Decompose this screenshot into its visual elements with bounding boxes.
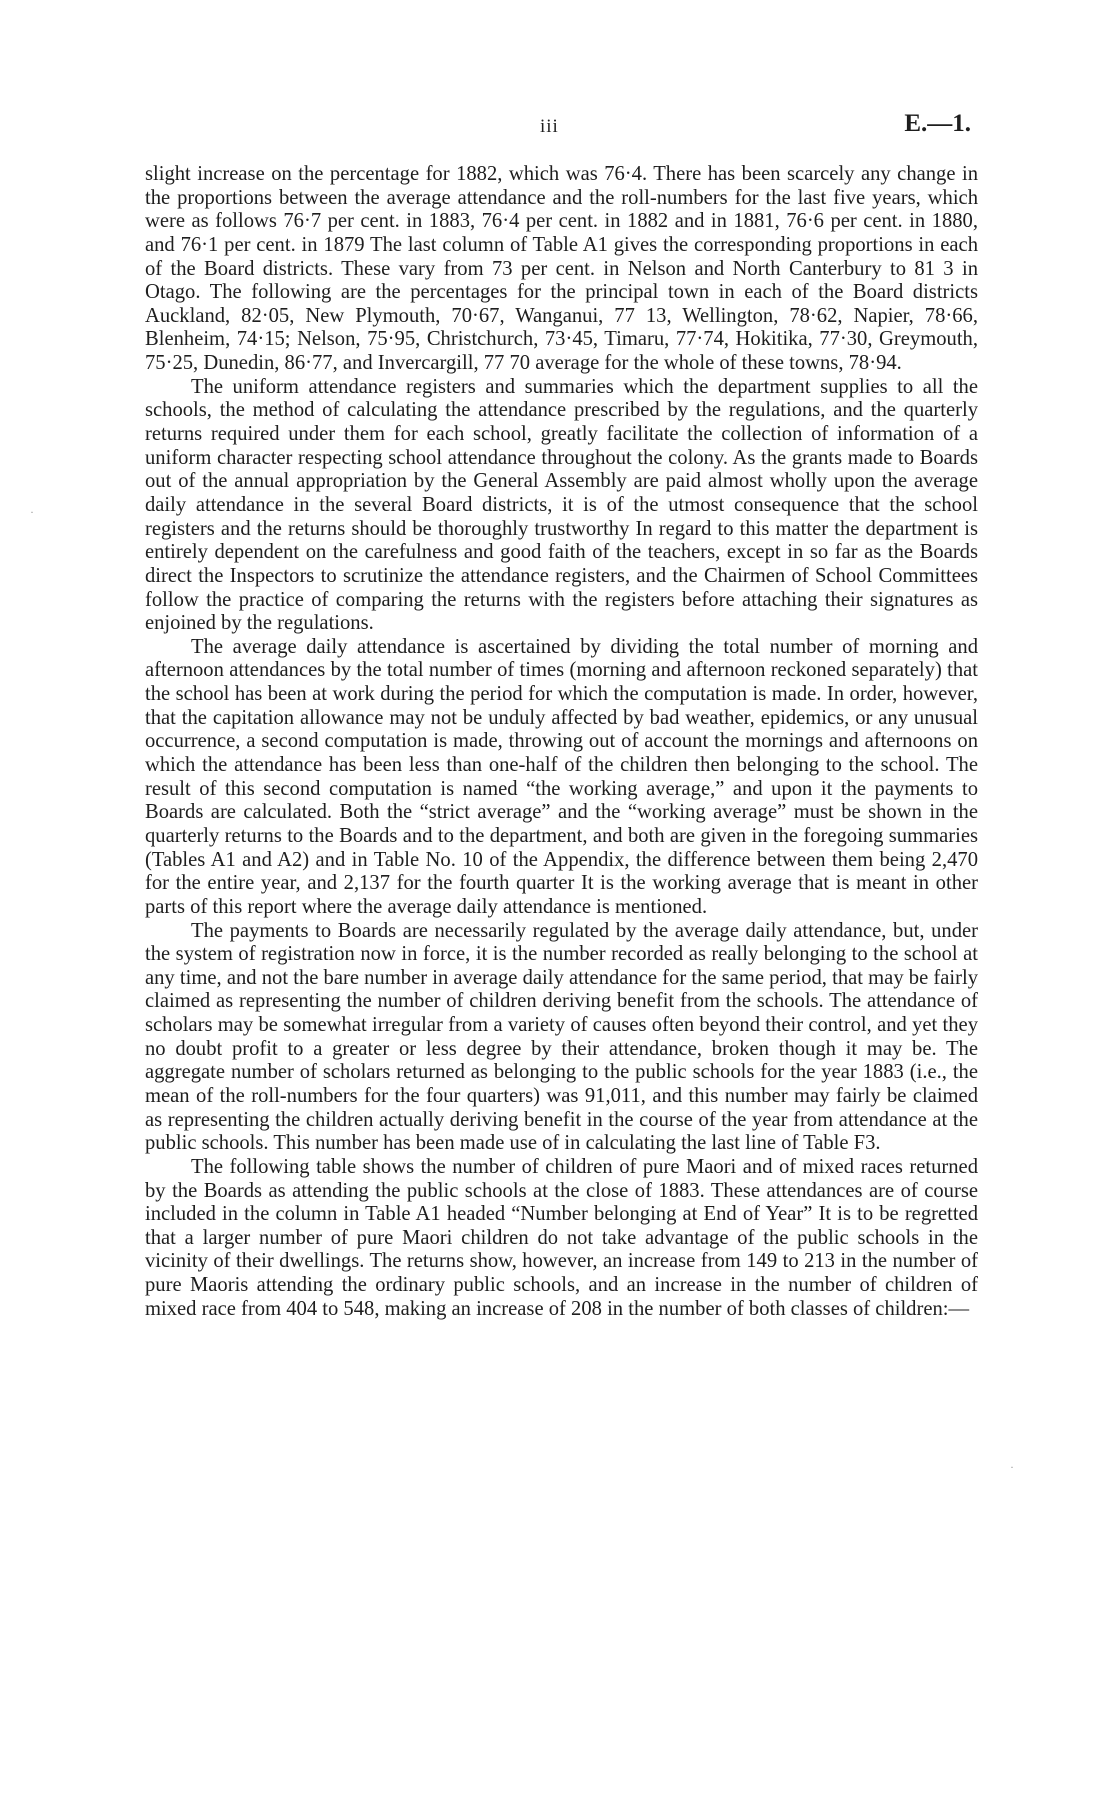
paragraph-maori-children: The following table shows the number of children of pure Maori and of mixed races returned by the Boards as attending the public schools at the close of 1883. These attendances are of course included in the column in Table A1 headed “Number belonging at End of Year” It is to be regretted that a larger number of pure Maori children do not take advantage of the public schools in the vicinity of their dwellings. The returns show, however, an increase from 149 to 213 in the number of pure Maoris attending the ordinary public schools, and an increase in the number of children of mixed race from 404 to 548, making an increase of 208 in the number of both classes of children:— bbox=[145, 1155, 978, 1320]
paragraph-attendance-percentages: slight increase on the percentage for 1882, which was 76·4. There has been scarcely any change in the proportions between the average attendance and the roll-numbers for the last five years, which were as follows 76·7 per cent. in 1883, 76·4 per cent. in 1882 and in 1881, 76·6 per cent. in 1880, and 76·1 per cent. in 1879 The last column of Table A1 gives the corresponding proportions in each of the Board districts. These vary from 73 per cent. in Nelson and North Canterbury to 81 3 in Otago. The following are the percentages for the principal town in each of the Board districts Auckland, 82·05, New Plymouth, 70·67, Wanganui, 77 13, Wellington, 78·62, Napier, 78·66, Blenheim, 74·15; Nelson, 75·95, Christchurch, 73·45, Timaru, 77·74, Hokitika, 77·30, Greymouth, 75·25, Dunedin, 86·77, and Invercargill, 77 70 average for the whole of these towns, 78·94. bbox=[145, 163, 978, 375]
paragraph-attendance-registers: The uniform attendance registers and summaries which the department supplies to all the schools, the method of calculating the attendance prescribed by the regulations, and the quarterly returns required under them for each school, greatly facilitate the collection of information of a uniform character respecting school attendance throughout the colony. As the grants made to Boards out of the annual appropriation by the General Assembly are paid almost wholly upon the average daily attendance in the several Board districts, it is of the utmost consequence that the school registers and the returns should be thoroughly trustworthy In regard to this matter the department is entirely dependent on the carefulness and good faith of the teachers, except in so far as the Boards direct the Inspectors to scrutinize the attendance registers, and the Chairmen of School Committees follow the practice of comparing the returns with the registers before attaching their signatures as enjoined by the regulations. bbox=[145, 375, 978, 635]
page-header bbox=[0, 110, 1114, 146]
page-number: iii bbox=[540, 116, 559, 137]
margin-mark: · bbox=[1010, 1460, 1014, 1474]
margin-mark: · bbox=[30, 505, 34, 519]
paragraph-average-computation: The average daily attendance is ascertained by dividing the total number of morning and afternoon attendances by the total number of times (morning and afternoon reckoned separately) that the school has been at work during the period for which the computation is made. In order, however, that the capitation allowance may not be unduly affected by bad weather, epidemics, or any unusual occurrence, a second computation is made, throwing out of account the mornings and afternoons on which the attendance has been less than one-half of the children then belonging to the school. The result of this second computation is named “the working average,” and upon it the payments to Boards are calculated. Both the “strict average” and the “working average” must be shown in the quarterly returns to the Boards and to the department, and both are given in the foregoing summaries (Tables A1 and A2) and in Table No. 10 of the Appendix, the difference between them being 2,470 for the entire year, and 2,137 for the fourth quarter It is the working average that is meant in other parts of this report where the average daily attendance is mentioned. bbox=[145, 635, 978, 918]
body-text bbox=[145, 163, 978, 1321]
document-reference: E.—1. bbox=[904, 110, 971, 137]
paragraph-payments-to-boards: The payments to Boards are necessarily regulated by the average daily attendance, but, under the system of registration now in force, it is the number recorded as really belonging to the school at any time, and not the bare number in average daily attendance for the same period, that may be fairly claimed as representing the number of children deriving benefit from the schools. The attendance of scholars may be somewhat irregular from a variety of causes often beyond their control, and yet they no doubt profit to a greater or less degree by their attendance, broken though it may be. The aggregate number of scholars returned as belonging to the public schools for the year 1883 (i.e., the mean of the roll-numbers for the four quarters) was 91,011, and this number may fairly be claimed as representing the children actually deriving benefit in the course of the year from attendance at the public schools. This number has been made use of in calculating the last line of Table F3. bbox=[145, 919, 978, 1155]
